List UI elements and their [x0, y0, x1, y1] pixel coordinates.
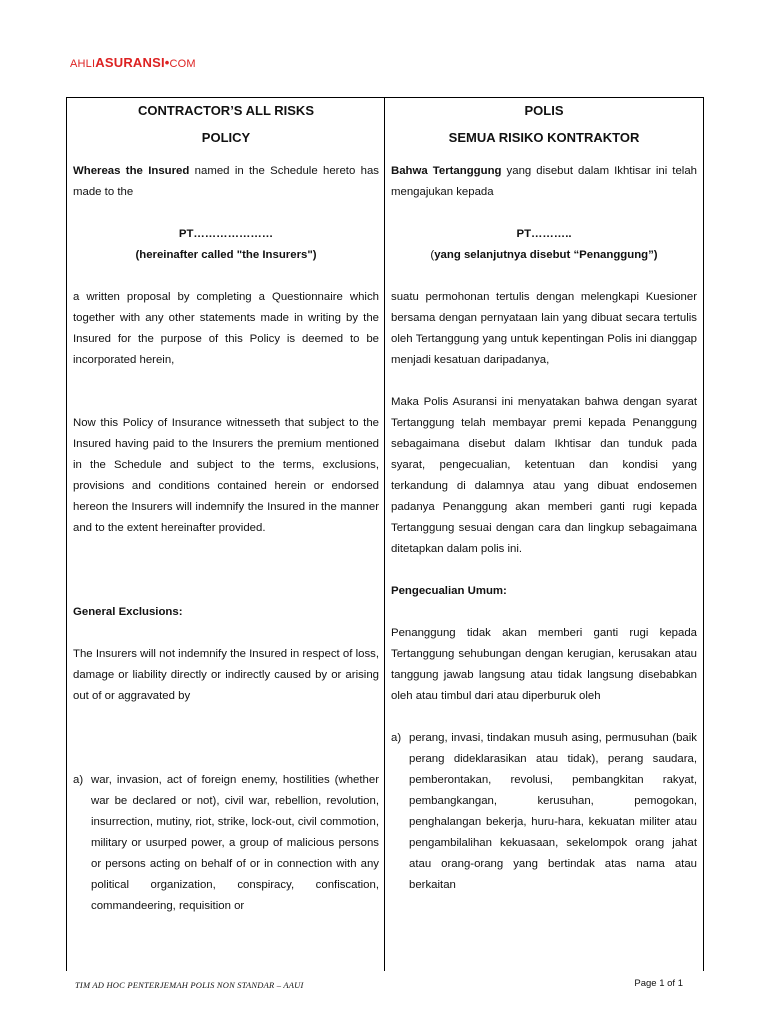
english-column [73, 97, 379, 917]
english-item-a-marker: a) [73, 774, 84, 786]
indonesian-column [391, 97, 697, 896]
english-item-a-text: war, invasion, act of foreign enemy, hostilities (whether war be declared or not), civil war, rebellion, revolution, insurrection, mutiny, riot, strike, lock-out, civil commotion, military or usurped power, a group of malicious persons or persons acting on behalf of or in connection with any political organization, conspiracy, confiscation, commandeering, requisition or [91, 774, 379, 912]
indonesian-item-a-text: perang, invasi, tindakan musuh asing, permusuhan (baik perang dideklarasikan atau tidak), perang saudara, pemberontakan, revolusi, pembangkitan rakyat, pembangkangan, kerusuhan, pemogokan, penghalangan bekerja, huru-hara, kekuatan militer atau pengambilalihan kekuasaan, sekelompok orang jahat atau orang-orang yang bertindak atas nama atau berkaitan [409, 732, 697, 891]
indonesian-penanggung-called: yang selanjutnya disebut “Penanggung”) [434, 249, 658, 261]
indonesian-bahwa-bold: Bahwa Tertanggung [391, 165, 502, 177]
column-divider [384, 97, 385, 971]
footer-page-number: Page 1 of 1 [634, 978, 683, 989]
site-logo [70, 55, 196, 70]
indonesian-paragraph-1: suatu permohonan tertulis dengan melengkapi Kuesioner bersama dengan pernyataan lain yang dibuat secara tertulis oleh Tertanggung yang untuk kepentingan Polis ini dianggap menjadi kesatuan daripadanya, [391, 291, 697, 366]
english-paragraph-2: Now this Policy of Insurance witnesseth that subject to the Insured having paid to the Insurers the premium mentioned in the Schedule and subject to the terms, exclusions, provisions and conditions contained herein or endorsed hereon the Insurers will indemnify the Insured in the manner and to the extent hereinafter provided. [73, 417, 379, 534]
indonesian-item-a-marker: a) [391, 732, 402, 744]
english-whereas-rest: named in the Schedule hereto has made to the [73, 165, 379, 198]
logo-suffix: COM [169, 58, 196, 70]
indonesian-penanggung-open: ( [430, 249, 435, 261]
english-general-exclusions: General Exclusions: [73, 606, 183, 618]
indonesian-paragraph-2: Maka Polis Asuransi ini menyatakan bahwa dengan syarat Tertanggung telah membayar premi kepada Penanggung sebagaimana disebut dalam Ikhtisar dan tunduk pada syarat, pengecualian, ketentuan dan kondisi yang terkandung di dalamnya atau yang dibuat endosemen padanya Penanggung akan memberi ganti rugi kepada Tertanggung sesuai dengan cara dan lingkup sebagaimana ditetapkan dalam polis ini. [391, 396, 697, 555]
logo-name: ASURANSI [95, 55, 165, 70]
indonesian-title-line2: SEMUA RISIKO KONTRAKTOR [448, 130, 640, 145]
indonesian-general-exclusions: Pengecualian Umum: [391, 585, 507, 597]
indonesian-item-a [391, 728, 697, 896]
english-paragraph-1: a written proposal by completing a Questionnaire which together with any other statements made in writing by the Insured for the purpose of this Policy is deemed to be incorporated herein, [73, 291, 379, 366]
english-insurers-called: (hereinafter called "the Insurers") [135, 249, 317, 261]
footer-team-name: TIM AD HOC PENTERJEMAH POLIS NON STANDAR – AAUI [75, 980, 304, 990]
indonesian-bahwa-rest: yang disebut dalam Ikhtisar ini telah mengajukan kepada [391, 165, 697, 198]
english-pt: PT………………… [178, 228, 274, 240]
indonesian-penanggung [391, 245, 697, 266]
logo-prefix: AHLI [70, 58, 96, 70]
english-title-line1: CONTRACTOR’S ALL RISKS [138, 103, 314, 118]
indonesian-bahwa [391, 161, 697, 203]
indonesian-title-line1: POLIS [524, 103, 564, 118]
english-whereas [73, 161, 379, 203]
indonesian-pt: PT……….. [516, 228, 572, 240]
english-item-a [73, 770, 379, 917]
indonesian-paragraph-3: Penanggung tidak akan memberi ganti rugi kepada Tertanggung sehubungan dengan kerugian, kerusakan atau tanggung jawab langsung atau tidak langsung disebabkan oleh atau timbul dari atau diperburuk oleh [391, 627, 697, 702]
english-paragraph-3: The Insurers will not indemnify the Insured in respect of loss, damage or liability directly or indirectly caused by or arising out of or aggravated by [73, 648, 379, 702]
english-whereas-bold: Whereas the Insured [73, 165, 190, 177]
logo-dot: • [164, 55, 170, 70]
english-title-line2: POLICY [201, 130, 251, 145]
